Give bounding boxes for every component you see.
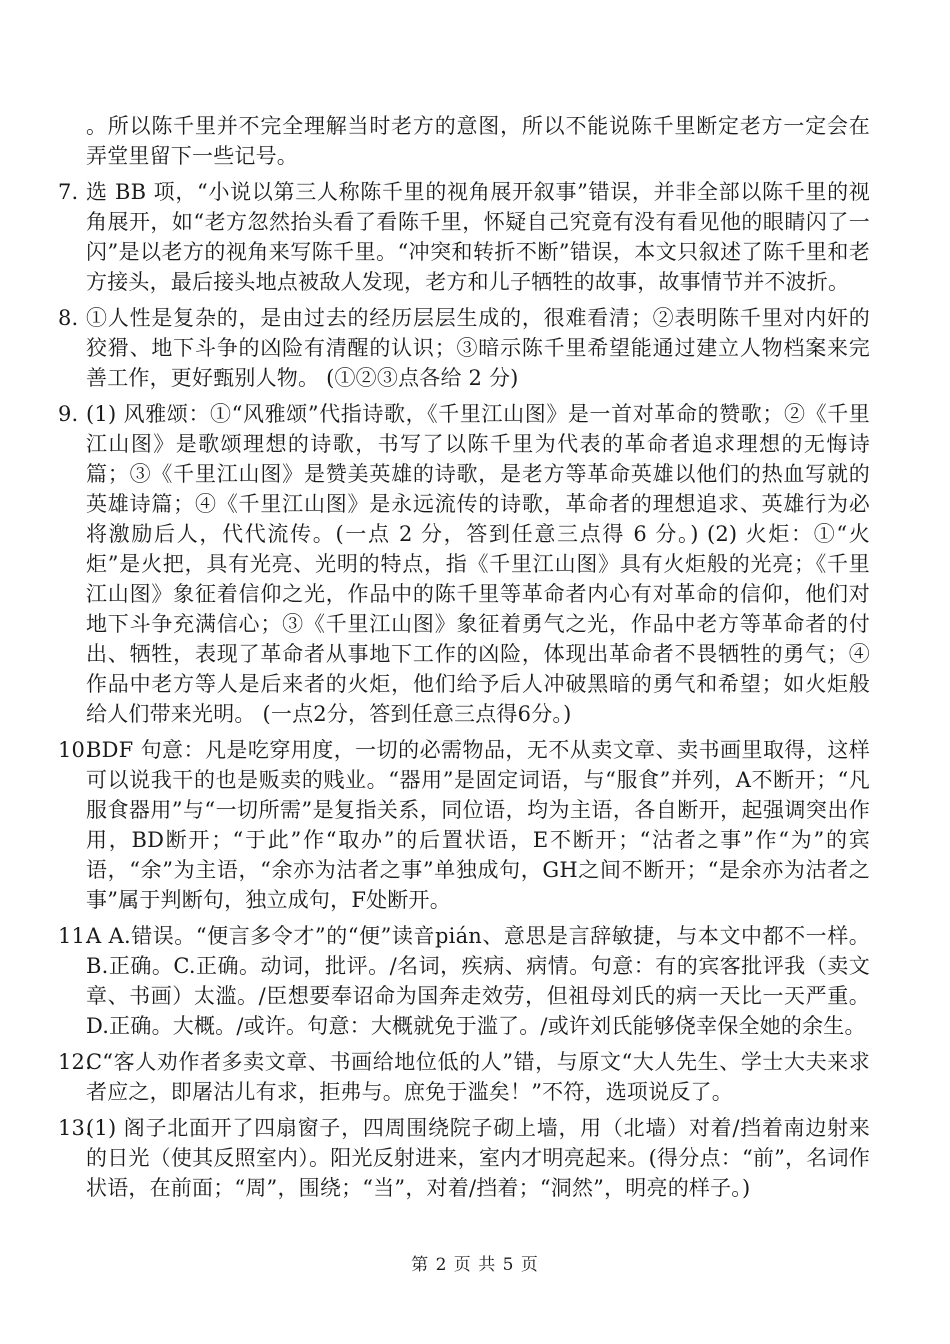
- item-number: 8.: [58, 306, 79, 330]
- item-number: 13.: [58, 1116, 92, 1140]
- answer-item-8: [58, 303, 870, 393]
- answer-item-11: [58, 921, 870, 1041]
- answer-item-10: [58, 735, 870, 915]
- item-number: 11.: [58, 924, 92, 948]
- item-text: (1) 风雅颂：①“风雅颂”代指诗歌，《千里江山图》是一首对革命的赞歌；②《千里江山图》是歌颂理想的诗歌，书写了以陈千里为代表的革命者追求理想的无悔诗篇；③《千里江山图》是赞美英雄的诗歌，是老方等革命英雄以他们的热血写就的英雄诗篇；④《千里江山图》是永远流传的诗歌，革命者的理想追求、英雄行为必将激励后人，代代流传。(一点 2 分，答到任意三点得 6 分。) (2) 火炬：①“火炬”是火把，具有光亮、光明的特点，指《千里江山图》具有火炬般的光亮；《千里江山图》象征着信仰之光，作品中的陈千里等革命者内心有对革命的信仰，他们对地下斗争充满信心；③《千里江山图》象征着勇气之光，作品中老方等革命者的付出、牺牲，表现了革命者从事地下工作的凶险，体现出革命者不畏牺牲的勇气；④作品中老方等人是后来者的火炬，他们给予后人冲破黑暗的勇气和希望；如火炬般给人们带来光明。 (一点2分，答到任意三点得6分。): [86, 402, 870, 726]
- item-text: C“客人劝作者多卖文章、书画给地位低的人”错，与原文“大人先生、学士大夫来求者应之，即屠沽儿有求，拒弗与。庶免于滥矣！”不符，选项说反了。: [86, 1050, 870, 1104]
- item-number: 12.: [58, 1050, 92, 1074]
- answer-item-9: [58, 399, 870, 729]
- item-number: 7.: [58, 180, 79, 204]
- item-text: (1) 阁子北面开了四扇窗子，四周围绕院子砌上墙，用（北墙）对着/挡着南边射来的日光（使其反照室内）。阳光反射进来，室内才明亮起来。(得分点：“前”，名词作状语，在前面；“周”，围绕；“当”，对着/挡着；“洞然”，明亮的样子。): [86, 1116, 870, 1200]
- answer-content: [58, 111, 870, 1203]
- item-text: ①人性是复杂的，是由过去的经历层层生成的，很难看清；②表明陈千里对内奸的狡猾、地下斗争的凶险有清醒的认识；③暗示陈千里希望能通过建立人物档案来完善工作，更好甄别人物。 (①②③点各给 2 分): [86, 306, 870, 390]
- item-number: 9.: [58, 402, 79, 426]
- item-text: 选 BB 项，“小说以第三人称陈千里的视角展开叙事”错误，并非全部以陈千里的视角展开，如“老方忽然抬头看了看陈千里，怀疑自己究竟有没有看见他的眼睛闪了一闪”是以老方的视角来写陈千里。“冲突和转折不断”错误，本文只叙述了陈千里和老方接头，最后接头地点被敌人发现，老方和儿子牺牲的故事，故事情节并不波折。: [86, 180, 870, 294]
- intro-text: 。所以陈千里并不完全理解当时老方的意图，所以不能说陈千里断定老方一定会在弄堂里留下一些记号。: [86, 114, 870, 168]
- page-footer: 第 2 页 共 5 页: [411, 1255, 539, 1275]
- answer-item-12: [58, 1047, 870, 1107]
- answer-item-13: [58, 1113, 870, 1203]
- item-text: A A.错误。“便言多令才”的“便”读音pián、意思是言辞敏捷，与本文中都不一样。B.正确。C.正确。动词，批评。/名词，疾病、病情。句意：有的宾客批评我（卖文章、书画）太滥。/臣想要奉诏命为国奔走效劳，但祖母刘氏的病一天比一天严重。D.正确。大概。/或许。句意：大概就免于滥了。/或许刘氏能够侥幸保全她的余生。: [86, 924, 870, 1038]
- item-text: BDF 句意：凡是吃穿用度，一切的必需物品，无不从卖文章、卖书画里取得，这样可以说我干的也是贩卖的贱业。“器用”是固定词语，与“服食”并列，A不断开；“凡服食器用”与“一切所需”是复指关系，同位语，均为主语，各自断开，起强调突出作用，BD断开；“于此”作“取办”的后置状语，E不断开；“沽者之事”作“为”的宾语，“余”为主语，“余亦为沽者之事”单独成句，GH之间不断开；“是余亦为沽者之事”属于判断句，独立成句，F处断开。: [86, 738, 870, 912]
- item-number: 10.: [58, 738, 92, 762]
- answer-item-7: [58, 177, 870, 297]
- intro-paragraph: [58, 111, 870, 171]
